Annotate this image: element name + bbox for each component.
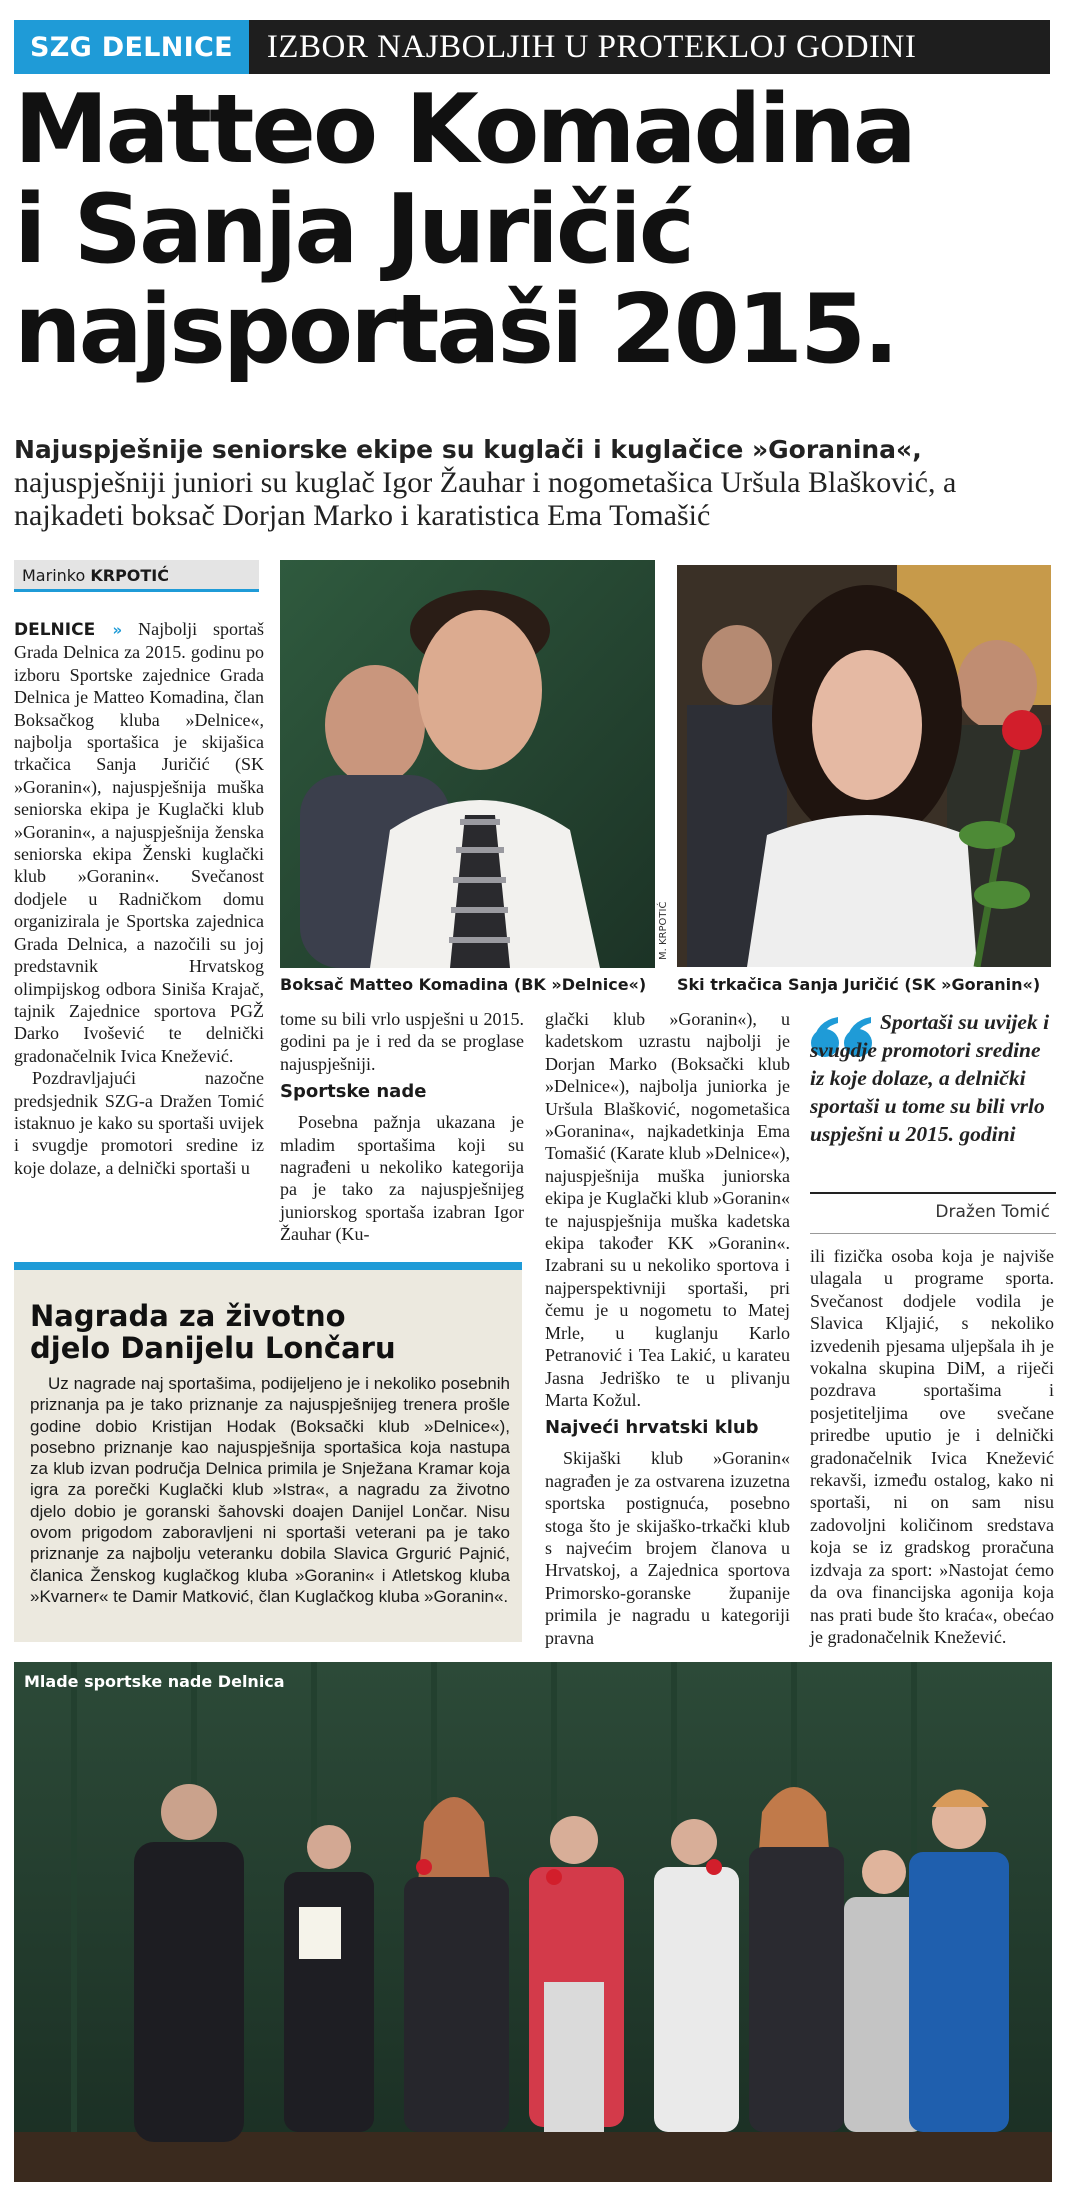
photo-sanja-juricic xyxy=(677,565,1051,967)
byline-first: Marinko xyxy=(22,566,91,585)
article-paragraph: Pozdravljajući nazočne predsjednik SZG-a Dražen Tomić istaknuo je kako su sportaši uvijek i svugdje promotori sredine iz koje dolaze, a delnički sportaši u xyxy=(14,1068,264,1178)
byline xyxy=(14,560,259,592)
article-paragraph: Najbolji sportaš Grada Delnica za 2015. godinu po izboru Sportske zajednice Grada Delnica je Matteo Komadina, član Boksačkog kluba »Delnice«, najbolja sportašica je skijašica trkačica Sanja Juričić (SK »Goranin«), najuspješnija muška seniorska ekipa je Kuglački klub »Goranin«, a najuspješnija ženska seniorska ekipa Ženski kuglački klub »Goranin«. Svečanost dodjele u Radničkom domu organizirala je Sportska zajednica Grada Delnica, a nazočili su joj predstavnik Hrvatskog olimpijskog odbora Siniša Krajač, tajnik Zajednice sportova PGŽ Darko Ivošević te delnički gradonačelnik Ivica Knežević. xyxy=(14,619,264,1066)
section-banner xyxy=(14,20,1050,74)
photo-caption-right: Ski trkačica Sanja Juričić (SK »Goranin«) xyxy=(677,975,1041,994)
quote-divider-bottom xyxy=(810,1233,1056,1234)
subheading-najveci-klub: Najveći hrvatski klub xyxy=(545,1417,759,1439)
photo-caption-left: Boksač Matteo Komadina (BK »Delnice«) xyxy=(280,975,647,994)
quote-divider xyxy=(810,1192,1056,1194)
photo-credit: M. KRPOTIĆ xyxy=(658,901,669,960)
dateline: DELNICE » xyxy=(14,620,123,640)
byline-last: KRPOTIĆ xyxy=(90,566,169,585)
headline-line-3: najsportaši 2015. xyxy=(14,275,897,385)
deck-rest: najuspješniji juniori su kuglač Igor Žauhar i nogometašica Uršula Blašković, a najkadeti boksač Dorjan Marko i karatistica Ema Tomašić xyxy=(14,466,957,532)
photo-mlade-sportske-nade xyxy=(14,1662,1052,2182)
headline-line-2: i Sanja Juričić xyxy=(14,175,693,285)
deck-lead: Najuspješnije seniorske ekipe su kuglači i kuglačice »Goranina«, xyxy=(14,435,922,464)
article-column-3 xyxy=(545,1008,790,1649)
article-paragraph: glački klub »Goranin«), u kadetskom uzrastu najbolji je Dorjan Marko (Boksački klub »Delnice«), najbolja juniorka je Uršula Blašković, nogometašica »Goranina«, najkadetkinja Ema Tomašić (Karate klub »Delnice«), najuspješnija muška juniorska ekipa je Kuglački klub »Goranin« te najuspješnija muška kadetska ekipa također KK »Goranin«. Izabrani su u nekoliko sportova i najperspektivniji sportaši, pri čemu je u nogometu to Matej Mrle, u kuglanju Karlo Petranović i Tea Lakić, u karateu Jasna Jedriško te u plivanju Marta Kožul. xyxy=(545,1009,790,1410)
article-paragraph: tome su bili vrlo uspješni u 2015. godini pa je i red da se proglase najuspješniji. xyxy=(280,1009,524,1074)
subheading-sportske-nade: Sportske nade xyxy=(280,1081,427,1103)
box-title xyxy=(30,1300,396,1364)
rubric-label: SZG DELNICE xyxy=(14,20,249,74)
article-paragraph: ili fizička osoba koja je najviše ulagala u programe sporta. Svečanost dodjele vodila je Slavica Kljajić, s nekoliko izvedenih pjesama uljepšala ih je vokalna skupina DiM, a riječi pozdrava sportašima i posjetiteljima ove svečane priredbe uputio je i delnički gradonačelnik Ivica Knežević rekavši, između ostalog, kako ni sportaši, ni on sam nisu zadovoljni količinom sredstava koja se iz gradskog proračuna izdvaja za sport: »Nastojat ćemo da ova financijska agonija koja nas prati bude što kraća«, obećao je gradonačelnik Knežević. xyxy=(810,1246,1054,1647)
pull-quote: Sportaši su uvijek i svugdje promotori sredine iz koje dolaze, a delnički sportaši u tome su bili vrlo uspješni u 2015. godini xyxy=(810,1010,1050,1146)
photo-matteo-komadina xyxy=(280,560,655,968)
quote-author: Dražen Tomić xyxy=(935,1202,1050,1222)
headline xyxy=(14,75,1060,385)
topic-label: IZBOR NAJBOLJIH U PROTEKLOJ GODINI xyxy=(266,28,917,65)
article-column-4 xyxy=(810,1245,1054,1648)
article-paragraph: Skijaški klub »Goranin« nagrađen je za ostvarena izuzetna sportska postignuća, posebno stoga što je skijaško-trkački klub s najvećim brojem članova u Hrvatskoj, a Zajednica sportova Primorsko-goranske županije primila je nagradu u kategoriji pravna xyxy=(545,1448,790,1648)
box-title-line-1: Nagrada za životno xyxy=(30,1299,346,1333)
box-text: Uz nagrade naj sportašima, podijeljeno je i nekoliko posebnih priznanja pa je tako priznanje za najuspješnijeg trenera prošle godine dobio Kristijan Hodak (Boksački klub »Delnice«), posebno priznanje kao najuspješnija sportašica koja nastupa za klub izvan područja Delnica primila je Snježana Kramar koja igra za porečki Kuglački klub »Istra«, a nagradu za životno djelo dobio je goranski šahovski doajen Danijel Lončar. Nisu ovom prigodom zaboravljeni ni sportaši veterani pa je tako priznanje za najbolju veteranku dobila Slavica Grgurić Pajnić, članica Ženskog kuglačkog kluba »Goranin« i Atletskog kluba »Kvarner« te Damir Matković, član Kuglačkog kluba »Goranin«. xyxy=(30,1374,510,1606)
headline-line-1: Matteo Komadina xyxy=(14,75,914,185)
deck xyxy=(14,432,1054,532)
article-column-2 xyxy=(280,1008,524,1246)
article-column-1 xyxy=(14,618,264,1179)
dateline-arrow-icon: » xyxy=(112,621,123,639)
article-paragraph: Posebna pažnja ukazana je mladim sportašima koji su nagrađeni u nekoliko kategorija pa je tako za najuspješnijeg juniorskog sportaša izabran Igor Žauhar (Ku- xyxy=(280,1112,524,1245)
sidebar-box xyxy=(14,1262,522,1642)
photo-caption-bottom: Mlade sportske nade Delnica xyxy=(24,1672,285,1691)
box-title-line-2: djelo Danijelu Lončaru xyxy=(30,1331,396,1365)
